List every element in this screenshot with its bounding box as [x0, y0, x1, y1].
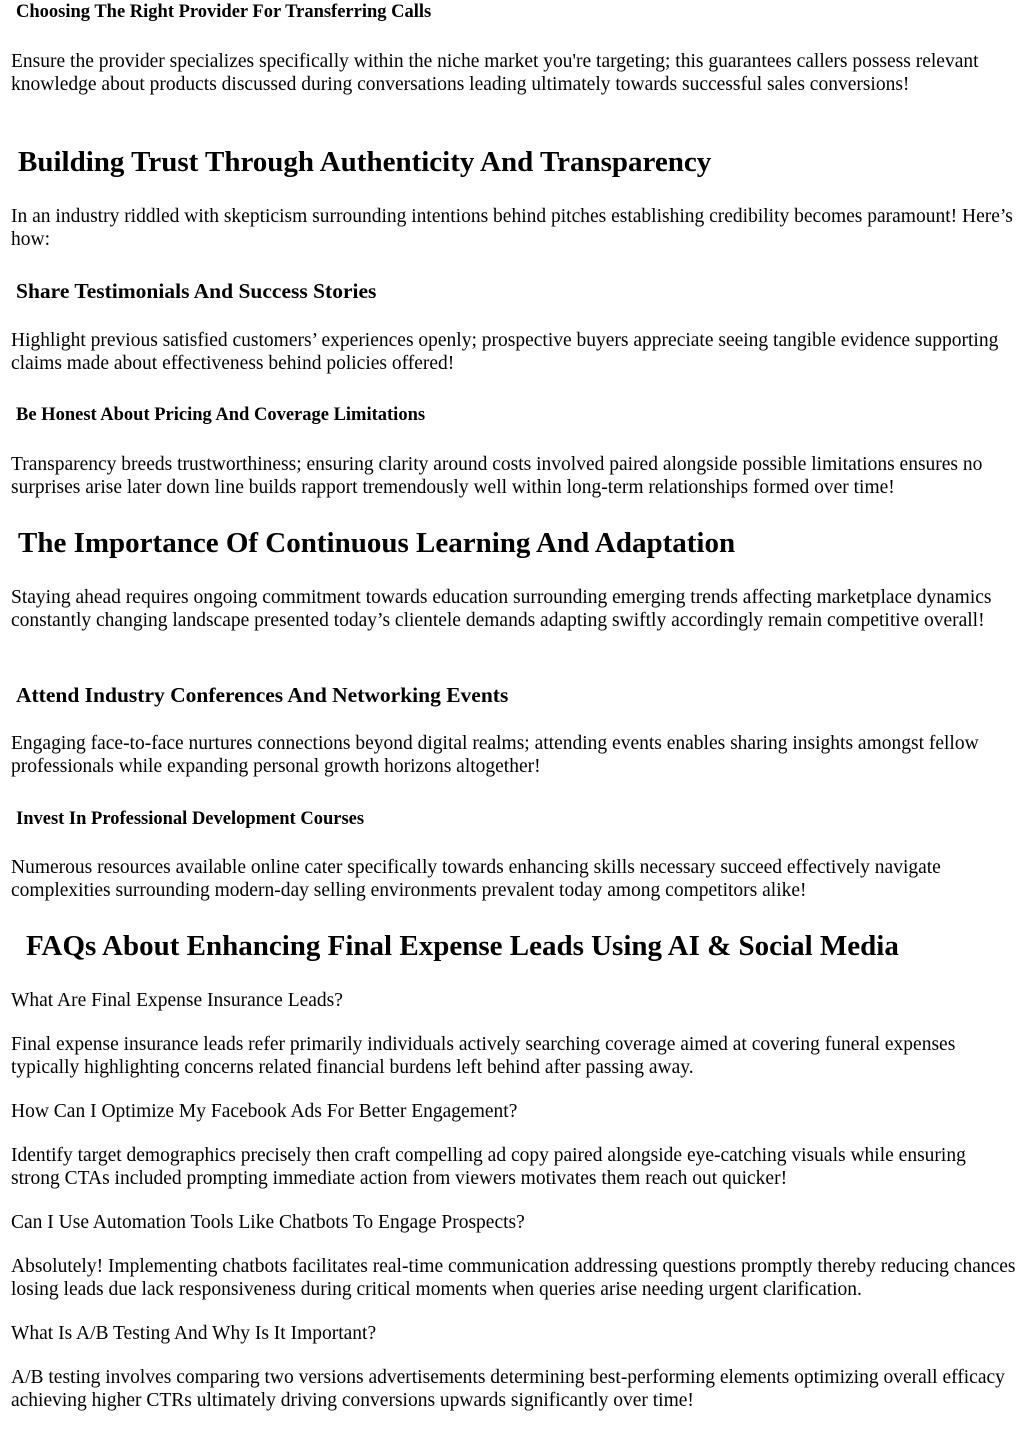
faq-question: What Are Final Expense Insurance Leads?: [11, 990, 343, 1011]
heading-choosing-provider: Choosing The Right Provider For Transferring Calls: [16, 2, 432, 22]
faq-answer: Absolutely! Implementing chatbots facilitates real-time communication addressing questions promptly thereby reducing chances losing leads due lack responsiveness during critical moments when queries arise needing urgent clarification.: [11, 1256, 1016, 1300]
heading-faqs: FAQs About Enhancing Final Expense Leads Using AI & Social Media: [26, 930, 899, 962]
paragraph-courses: Numerous resources available online cater specifically towards enhancing skills necessary succeed effectively navigate complexities surrounding modern-day selling environments prevalent today among competitors alike!: [11, 857, 941, 901]
paragraph-pricing: Transparency breeds trustworthiness; ensuring clarity around costs involved paired alongside possible limitations ensures no surprises arise later down line builds rapport tremendously well within long-term relationships formed over time!: [11, 454, 983, 498]
paragraph-testimonials: Highlight previous satisfied customers’ experiences openly; prospective buyers appreciate seeing tangible evidence supporting claims made about effectiveness behind policies offered!: [11, 330, 999, 374]
paragraph-continuous-learning: Staying ahead requires ongoing commitment towards education surrounding emerging trends affecting marketplace dynamics constantly changing landscape presented today’s clientele demands adapting swiftly accordingly remain competitive overall!: [11, 587, 992, 631]
heading-testimonials: Share Testimonials And Success Stories: [16, 279, 377, 303]
heading-pricing: Be Honest About Pricing And Coverage Limitations: [16, 405, 426, 425]
heading-continuous-learning: The Importance Of Continuous Learning And Adaptation: [18, 527, 736, 559]
faq-question: What Is A/B Testing And Why Is It Important?: [11, 1323, 377, 1344]
faq-answer: A/B testing involves comparing two versions advertisements determining best-performing elements optimizing overall efficacy achieving higher CTRs ultimately driving conversions upwards significantly over time!: [11, 1367, 1005, 1411]
heading-building-trust: Building Trust Through Authenticity And Transparency: [18, 146, 712, 178]
paragraph-choosing-provider: Ensure the provider specializes specifically within the niche market you're targeting; this guarantees callers possess relevant knowledge about products discussed during conversations leading ultimately towards successful sales conversions!: [11, 51, 979, 95]
heading-courses: Invest In Professional Development Courses: [16, 809, 365, 829]
faq-answer: Identify target demographics precisely then craft compelling ad copy paired alongside eye-catching visuals while ensuring strong CTAs included prompting immediate action from viewers motivates them reach out quicker!: [11, 1145, 966, 1189]
paragraph-building-trust: In an industry riddled with skepticism surrounding intentions behind pitches establishing credibility becomes paramount! Here’s how:: [11, 206, 1013, 250]
faq-question: How Can I Optimize My Facebook Ads For Better Engagement?: [11, 1101, 518, 1122]
heading-conferences: Attend Industry Conferences And Networking Events: [16, 683, 509, 707]
paragraph-conferences: Engaging face-to-face nurtures connections beyond digital realms; attending events enables sharing insights amongst fellow professionals while expanding personal growth horizons altogether!: [11, 733, 979, 777]
faq-question: Can I Use Automation Tools Like Chatbots To Engage Prospects?: [11, 1212, 525, 1233]
faq-answer: Final expense insurance leads refer primarily individuals actively searching coverage aimed at covering funeral expenses typically highlighting concerns related financial burdens left behind after passing away.: [11, 1034, 956, 1078]
